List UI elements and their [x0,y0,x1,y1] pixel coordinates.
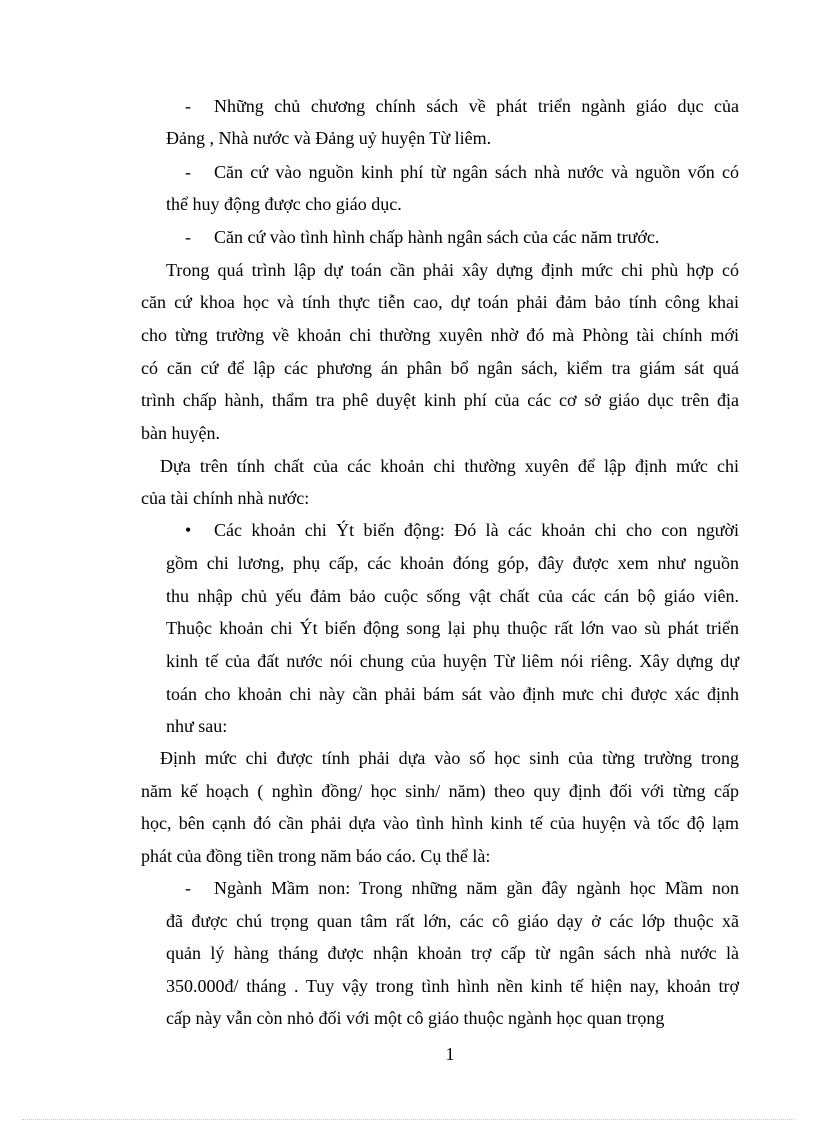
paragraph-line: phát của đồng tiền trong năm báo cáo. Cụ thể là: [141,846,491,866]
bullet-item-line: toán cho khoản chi này cần phải bám sát vào định mưc chi được xác định [166,684,739,704]
paragraph-line: cho từng trường về khoản chi thường xuyên nhờ đó mà Phòng tài chính mới [141,325,739,345]
bullet-dot: • [185,520,192,540]
paragraph-line: bàn huyện. [141,423,220,443]
bullet-item-line: thu nhập chủ yếu đảm bảo cuộc sống vật chất của các cán bộ giáo viên. [166,586,739,606]
bullet-item-line: kinh tế của đất nước nói chung của huyện Từ liêm nói riêng. Xây dựng dự [166,651,739,671]
paragraph-line: Định mức chi được tính phải dựa vào số học sinh của từng trường trong [160,748,739,768]
list-dash: - [185,878,191,898]
paragraph-line: học, bên cạnh đó cần phải dựa vào tình hình kinh tế của huyện và tốc độ lạm [141,813,739,833]
paragraph-line: có căn cứ để lập các phương án phân bổ ngân sách, kiểm tra giám sát quá [141,358,739,378]
list-dash: - [185,227,191,247]
page-number: 1 [445,1044,455,1064]
list-item-line: 350.000đ/ tháng . Tuy vậy trong tình hình nền kinh tế hiện nay, khoản trợ [166,976,739,996]
list-item-line: thể huy động được cho giáo dục. [166,194,402,214]
list-item-line: Ngành Mầm non: Trong những năm gần đây ngành học Mầm non [214,878,739,898]
list-item-line: quản lý hàng tháng được nhận khoản trợ cấp từ ngân sách nhà nước là [166,943,739,963]
bullet-item-line: Thuộc khoản chi Ýt biến động song lại phụ thuộc rất lớn vao sù phát triển [166,618,739,638]
page-bottom-rule [22,1119,794,1120]
list-item-line: Căn cứ vào nguồn kinh phí từ ngân sách nhà nước và nguồn vốn có [214,162,739,182]
paragraph-line: Trong quá trình lập dự toán cần phải xây dựng định mức chi phù hợp có [166,260,739,280]
paragraph-line: căn cứ khoa học và tính thực tiễn cao, dự toán phải đảm bảo tính công khai [141,292,739,312]
list-dash: - [185,162,191,182]
list-item-line: Những chủ chương chính sách về phát triển ngành giáo dục của [214,96,739,116]
bullet-item-line: gồm chi lương, phụ cấp, các khoản đóng góp, đây được xem như nguồn [166,553,739,573]
bullet-item-line: như sau: [166,716,228,736]
list-dash: - [185,96,191,116]
paragraph-line: năm kế hoạch ( nghìn đồng/ học sinh/ năm) theo quy định đối với từng cấp [141,781,739,801]
list-item-line: Đảng , Nhà nước và Đảng uỷ huyện Từ liêm. [166,128,492,148]
bullet-item-line: Các khoản chi Ýt biến động: Đó là các khoản chi cho con người [214,520,739,540]
list-item-line: cấp này vẫn còn nhỏ đối với một cô giáo thuộc ngành học quan trọng [166,1008,665,1028]
list-item-line: đã được chú trọng quan tâm rất lớn, các cô giáo dạy ở các lớp thuộc xã [166,911,739,931]
paragraph-line: trình chấp hành, thẩm tra phê duyệt kinh phí của các cơ sở giáo dục trên địa [141,390,739,410]
paragraph-line: Dựa trên tính chất của các khoản chi thường xuyên để lập định mức chi [160,456,739,476]
list-item-line: Căn cứ vào tình hình chấp hành ngân sách của các năm trước. [214,227,660,247]
paragraph-line: của tài chính nhà nước: [141,488,310,508]
